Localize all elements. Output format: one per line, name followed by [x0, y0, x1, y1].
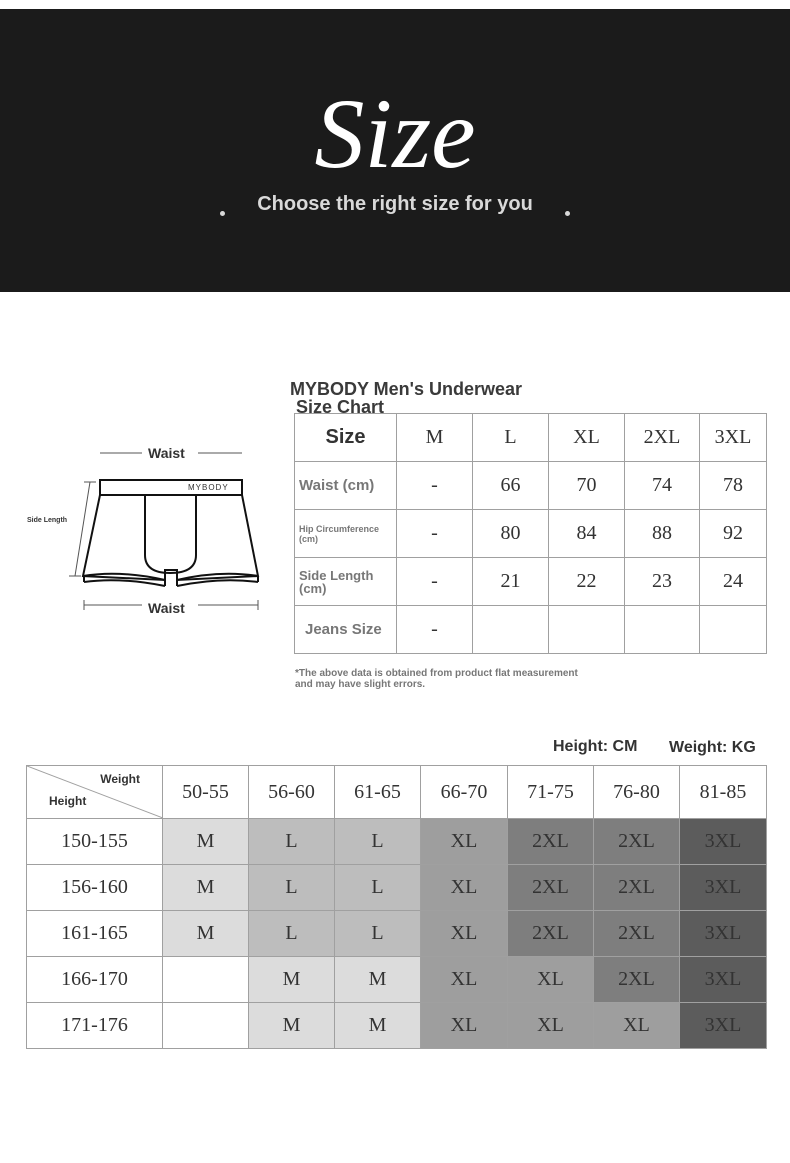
table-cell: 78	[700, 462, 767, 510]
weight-unit-label: Weight: KG	[669, 739, 756, 756]
table-cell	[549, 606, 625, 654]
row-label: Side Length (cm)	[295, 558, 397, 606]
weight-header-cell: 61-65	[335, 766, 421, 819]
size-cell: XL	[421, 865, 508, 911]
header-cell: XL	[549, 414, 625, 462]
size-cell: L	[335, 865, 421, 911]
table-cell: 84	[549, 510, 625, 558]
row-label: Waist (cm)	[295, 462, 397, 510]
size-cell: XL	[594, 1003, 680, 1049]
size-cell: 3XL	[680, 1003, 767, 1049]
size-cell: 3XL	[680, 819, 767, 865]
size-cell: L	[249, 819, 335, 865]
table-row	[27, 865, 767, 911]
height-unit-label: Height: CM	[553, 738, 638, 755]
page-title: Size	[314, 78, 476, 189]
header-cell: L	[473, 414, 549, 462]
weight-header-cell: 50-55	[163, 766, 249, 819]
size-cell: M	[163, 911, 249, 957]
table-row	[27, 1003, 767, 1049]
table-row	[27, 911, 767, 957]
table-row	[295, 462, 767, 510]
height-axis-label: Height	[49, 794, 87, 808]
size-cell: M	[249, 957, 335, 1003]
table-cell: 66	[473, 462, 549, 510]
table-cell: 74	[625, 462, 700, 510]
side-length-label: Side Length	[27, 517, 68, 524]
size-chart-table	[294, 413, 767, 654]
size-chart-title	[290, 380, 522, 416]
header-cell: Size	[295, 414, 397, 462]
table-cell: 23	[625, 558, 700, 606]
height-cell: 161-165	[27, 911, 163, 957]
table-cell: 22	[549, 558, 625, 606]
size-chart-title-line1: MYBODY Men's Underwear	[290, 379, 523, 399]
table-row	[295, 606, 767, 654]
bullet-dot-right	[565, 211, 570, 216]
header-cell: 2XL	[625, 414, 700, 462]
size-cell: XL	[508, 957, 594, 1003]
size-cell: L	[335, 819, 421, 865]
header-cell: 3XL	[700, 414, 767, 462]
size-cell: 2XL	[508, 911, 594, 957]
weight-header-cell: 66-70	[421, 766, 508, 819]
header-cell: M	[397, 414, 473, 462]
size-cell: L	[335, 911, 421, 957]
header-banner	[0, 9, 790, 292]
size-cell	[163, 1003, 249, 1049]
size-cell: L	[249, 911, 335, 957]
size-cell: M	[335, 1003, 421, 1049]
waist-label-bottom: Waist	[148, 600, 185, 616]
table-cell: -	[397, 462, 473, 510]
row-label: Jeans Size	[295, 606, 397, 654]
table-row	[295, 510, 767, 558]
table-cell: 88	[625, 510, 700, 558]
table-cell: -	[397, 606, 473, 654]
table-cell	[700, 606, 767, 654]
size-chart-title-line2: Size Chart	[296, 397, 385, 417]
size-cell: 2XL	[594, 957, 680, 1003]
weight-header-cell: 81-85	[680, 766, 767, 819]
table-cell: -	[397, 558, 473, 606]
size-chart-header-row	[295, 414, 767, 462]
size-cell: 2XL	[508, 865, 594, 911]
page-subtitle: Choose the right size for you	[257, 193, 533, 215]
table-cell: 92	[700, 510, 767, 558]
measurement-note: *The above data is obtained from product flat measurement and may have slight errors.	[295, 668, 578, 690]
corner-cell	[27, 766, 163, 819]
height-cell: 150-155	[27, 819, 163, 865]
height-cell: 171-176	[27, 1003, 163, 1049]
underwear-icon	[20, 440, 270, 630]
row-label: Hip Circumference (cm)	[295, 510, 397, 558]
height-cell: 156-160	[27, 865, 163, 911]
size-cell: 3XL	[680, 957, 767, 1003]
size-cell: M	[335, 957, 421, 1003]
size-cell: 2XL	[594, 865, 680, 911]
table-cell	[625, 606, 700, 654]
size-cell: XL	[508, 1003, 594, 1049]
brand-band-label: MYBODY	[188, 483, 229, 492]
weight-header-cell: 56-60	[249, 766, 335, 819]
table-cell: 70	[549, 462, 625, 510]
size-cell: XL	[421, 957, 508, 1003]
size-cell: XL	[421, 1003, 508, 1049]
size-cell: M	[249, 1003, 335, 1049]
size-cell: 2XL	[508, 819, 594, 865]
height-cell: 166-170	[27, 957, 163, 1003]
size-cell: M	[163, 819, 249, 865]
size-cell: M	[163, 865, 249, 911]
table-cell	[473, 606, 549, 654]
table-cell: 21	[473, 558, 549, 606]
size-cell: 2XL	[594, 819, 680, 865]
table-cell: 24	[700, 558, 767, 606]
table-row	[27, 957, 767, 1003]
table-cell: -	[397, 510, 473, 558]
size-cell: XL	[421, 819, 508, 865]
size-cell: 3XL	[680, 865, 767, 911]
waist-label-top: Waist	[148, 445, 185, 461]
weight-axis-label: Weight	[100, 772, 140, 786]
size-cell: L	[249, 865, 335, 911]
table-cell: 80	[473, 510, 549, 558]
diagonal-divider	[27, 766, 163, 818]
size-cell: XL	[421, 911, 508, 957]
size-cell	[163, 957, 249, 1003]
weight-header-cell: 76-80	[594, 766, 680, 819]
table-row	[295, 558, 767, 606]
size-cell: 3XL	[680, 911, 767, 957]
table-row	[27, 819, 767, 865]
size-cell: 2XL	[594, 911, 680, 957]
underwear-diagram	[20, 440, 270, 630]
height-weight-table	[26, 765, 767, 1049]
fit-header-row	[27, 766, 767, 819]
weight-header-cell: 71-75	[508, 766, 594, 819]
